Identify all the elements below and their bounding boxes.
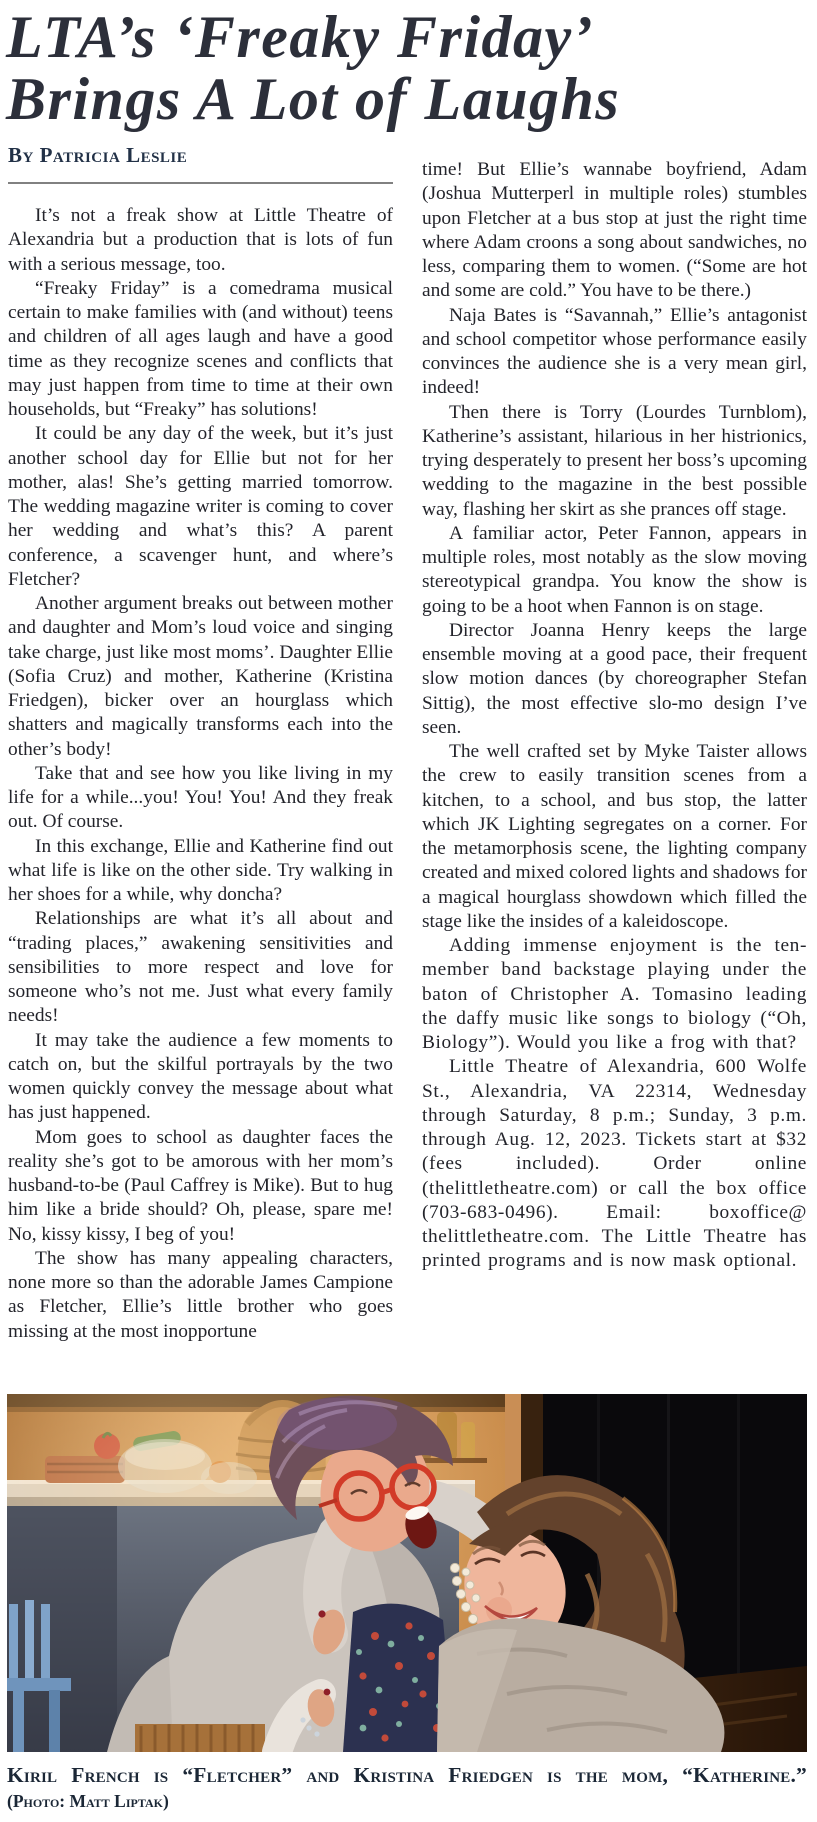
paragraph: It could be any day of the week, but it’s just another school day for Ellie but not for her mother, alas! She’s getting married tomorrow. The wedding magazine writer is coming to cover her wedding and what’s this? A parent conference, a scavenger hunt, and where’s Fletcher? (8, 423, 393, 590)
photo-caption: Kiril French is “Fletcher” and Kristina Friedgen is the mom, “Katherine.” (7, 1763, 807, 1787)
paragraph: Director Joanna Henry keeps the large ensemble moving at a good pace, their frequent slow motion dances (by choreographer Stefan Sittig), the most effective slo-mo design I’ve seen. (422, 619, 807, 738)
production-photo-figure (7, 1394, 807, 1812)
right-column (422, 134, 807, 1380)
paragraph: It’s not a freak show at Little Theatre of Alexandria but a production that is lots of fun with a serious message, too. (8, 205, 393, 275)
photo-credit: (Photo: Matt Liptak) (7, 1791, 169, 1811)
left-column (8, 134, 393, 1380)
paragraph: Adding immense enjoyment is the ten-member band backstage playing under the baton of Christopher A. Tomasino leading the daffy music like songs to biology (“Oh, Biology”). Would you like a frog with that? (422, 935, 807, 1053)
byline-divider (8, 182, 393, 184)
production-photo (7, 1394, 807, 1752)
article-title-line2: Brings A Lot of Laughs (6, 66, 621, 132)
left-column-text (8, 204, 393, 1344)
paragraph: time! But Ellie’s wannabe boyfriend, Adam (Joshua Mutterperl in multiple roles) stumbles upon Fletcher at a bus stop at just the right time where Adam croons a song about sandwiches, no less, comparing them to women. (“Some are hot and some are cold.” You have to be there.) (422, 159, 807, 302)
right-column-text (422, 158, 807, 1274)
article-title (0, 0, 817, 130)
paragraph: “Freaky Friday” is a comedrama musical certain to make families with (and without) teens and children of all ages laugh and have a good time as they recognize scenes and conflicts that may just happen from time to time at their own households, but “Freaky” has solutions! (8, 277, 393, 420)
paragraph: Then there is Torry (Lourdes Turnblom), Katherine’s assistant, hilarious in her histrionics, trying desperately to present her boss’s upcoming wedding to the magazine in the best possible way, flashing her skirt as she prances off stage. (422, 401, 807, 520)
paragraph: The well crafted set by Myke Taister allows the crew to easily transition scenes from a kitchen, to a school, and bus stop, the latter which JK Lighting segregates on a corner. For the metamorphosis scene, the lighting company created and mixed colored lights and shadows for a magical hourglass showdown which filled the stage like the insides of a kaleidoscope. (422, 741, 807, 932)
paragraph: Naja Bates is “Savannah,” Ellie’s antagonist and school competitor whose performance easily convinces the audience she is a very mean girl, indeed! (422, 304, 807, 399)
paragraph: In this exchange, Ellie and Katherine find out what life is like on the other side. Try walking in her shoes for a while, why doncha? (8, 835, 393, 905)
paragraph: Another argument breaks out between mother and daughter and Mom’s loud voice and singing take charge, just like most moms’. Daughter Ellie (Sofia Cruz) and mother, Katherine (Kristina Friedgen), bicker over an hourglass which shatters and magically transforms each into the other’s body! (8, 593, 393, 760)
article-columns (8, 134, 807, 1380)
paragraph: Mom goes to school as daughter faces the reality she’s got to be amorous with her mom’s husband-to-be (Paul Caffrey is Mike). But to hug him like a bride should? Oh, please, spare me! No, kissy kissy, I beg of you! (8, 1126, 393, 1245)
paragraph: Relationships are what it’s all about and “trading places,” awakening sensitivities and sensibilities to more respect and love for someone who’s not me. Just what every family needs! (8, 908, 393, 1027)
article-title-line1: LTA’s ‘Freaky Friday’ (6, 4, 595, 70)
production-photo-image (7, 1394, 807, 1752)
paragraph: It may take the audience a few moments to catch on, but the skilful portrayals by the two women quickly convey the message about what has just happened. (8, 1029, 393, 1124)
paragraph: Take that and see how you like living in my life for a while...you! You! You! And they freak out. Of course. (8, 762, 393, 833)
byline: By Patricia Leslie (8, 143, 188, 167)
paragraph: The show has many appealing characters, none more so than the adorable James Campione as Fletcher, Ellie’s little brother who goes missing at the most inopportune (8, 1247, 393, 1342)
paragraph: Little Theatre of Alexandria, 600 Wolfe St., Alexandria, VA 22314, Wednesday through Saturday, 8 p.m.; Sunday, 3 p.m. through Aug. 12, 2023. Tickets start at $32 (fees included). Order online (thelittletheatre.com) or call the box office (703-683-0496). Email: boxoffice@ thelittletheatre.com. The Little Theatre has printed programs and is now mask optional. (422, 1056, 807, 1272)
photo-caption-block (7, 1762, 807, 1812)
paragraph: A familiar actor, Peter Fannon, appears in multiple roles, most notably as the slow moving stereotypical grandpa. You know the show is going to be a hoot when Fannon is on stage. (422, 522, 807, 617)
